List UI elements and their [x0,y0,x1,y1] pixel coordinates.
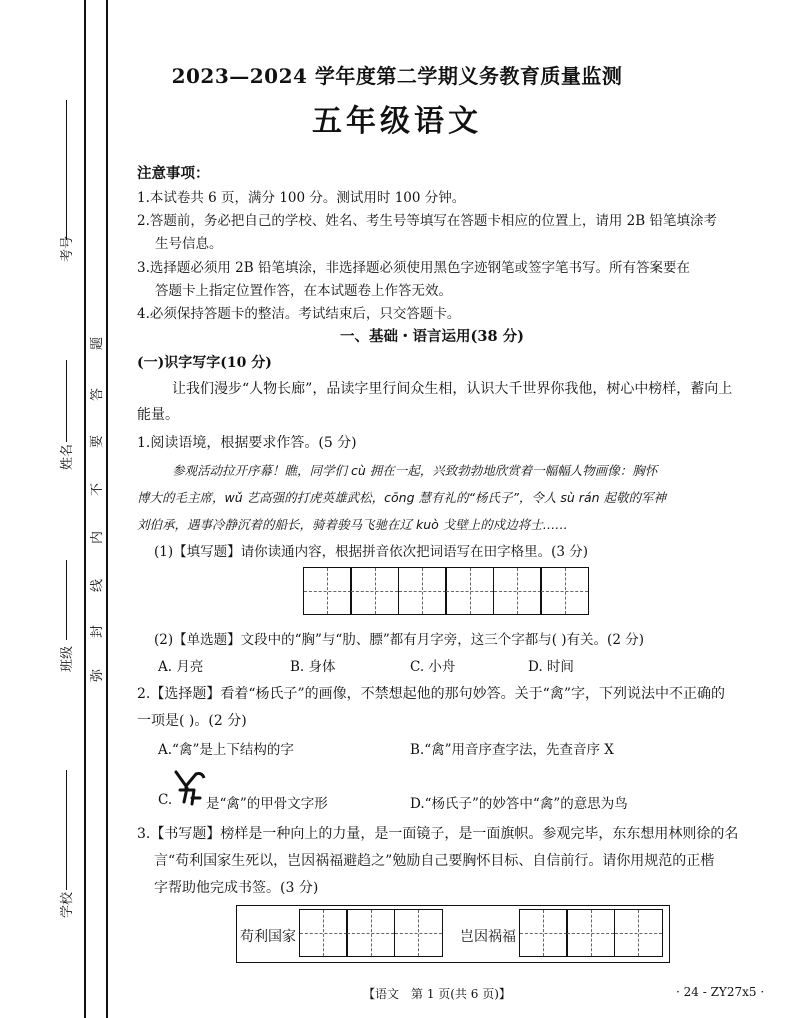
seal-char: 答 [90,387,106,402]
tianzige-cell[interactable] [519,909,568,957]
tianzige-answer-grid[interactable] [304,567,589,615]
option-a: A. 月亮 [158,659,204,675]
q2-option-c: 是“禽”的甲骨文字形 [206,796,328,812]
class-label: 班级 [60,645,75,672]
tianzige-cell[interactable] [493,567,542,615]
name-line [66,360,67,442]
q2-option-c-prefix: C. [158,792,173,808]
seal-char: 线 [90,578,106,593]
notice-item: 3.选择题必须用 2B 铅笔填涂，非选择题必须使用黑色字迹钢笔或签字笔书写。所有答案要在 [137,260,690,276]
tianzige-cell[interactable] [394,909,443,957]
notice-item: 2.答题前，务必把自己的学校、姓名、考生号等填写在答题卡相应的位置上，请用 2B 铅笔填涂考 [137,213,717,229]
question-1-2: (2)【单选题】文段中的“胸”与“肋、膘”都有月字旁，这三个字都与( )有关。(2 分) [154,632,644,648]
tianzige-cell[interactable] [398,567,447,615]
intro-text: 能量。 [137,407,179,423]
seal-char: 题 [90,336,106,351]
page-number: 【语文 第 1 页(共 6 页)】 [363,987,511,1001]
class-line [66,560,67,640]
tianzige-cell[interactable] [445,567,494,615]
seal-char: 封 [90,624,106,639]
tianzige-cell[interactable] [350,567,399,615]
bookmark-grid-left[interactable] [300,909,443,957]
seal-char: 弥 [90,668,106,683]
q2-option-b: B.“禽”用音序查字法，先查音序 X [410,742,614,758]
passage-line: 刘伯承，遇事冷静沉着的船长，骑着骏马飞驰在辽 kuò 戈壁上的戍边将士…… [137,517,568,532]
tianzige-cell[interactable] [299,909,348,957]
question-3: 3.【书写题】榜样是一种向上的力量，是一面镜子，是一面旗帜。参观完毕，东东想用林则徐的名 [137,826,739,842]
notice-item: 4.必须保持答题卡的整洁。考试结束后，只交答题卡。 [137,306,461,322]
seal-char: 不 [90,482,106,497]
section-title: 一、基础・语言运用(38 分) [340,328,524,345]
bookmark-left-text: 苟利国家 [240,929,296,945]
margin-line-inner [106,0,108,1018]
notice-heading: 注意事项： [137,165,210,182]
option-b: B. 身体 [290,659,336,675]
question-1: 1.阅读语境，根据要求作答。(5 分) [137,435,357,451]
bookmark-right-text: 岂因祸福 [460,929,516,945]
margin-line-outer [84,0,86,1018]
option-c: C. 小舟 [410,659,456,675]
question-1-1: (1)【填写题】请你读通内容，根据拼音依次把词语写在田字格里。(3 分) [154,544,589,560]
tianzige-cell[interactable] [614,909,663,957]
question-2: 2.【选择题】看着“杨氏子”的画像，不禁想起他的那句妙答。关于“禽”字，下列说法中不正确的 [137,686,725,702]
oracle-bone-qin-glyph-icon [172,768,208,808]
tianzige-cell[interactable] [346,909,395,957]
tianzige-cell[interactable] [540,567,589,615]
school-label: 学校 [60,891,75,918]
seal-char: 要 [90,434,106,449]
question-2-cont: 一项是( )。(2 分) [137,713,247,729]
exam-no-label: 考号 [60,235,75,262]
subsection-title: (一)识字写字(10 分) [137,355,272,371]
question-3-cont: 言“苟利国家生死以，岂因祸福避趋之”勉励自己要胸怀目标、自信前行。请你用规范的正楷 [154,853,715,869]
tianzige-cell[interactable] [566,909,615,957]
name-label: 姓名 [60,443,75,470]
intro-text: 让我们漫步“人物长廊”，品读字里行间众生相，认识大千世界你我他，树心中榜样，蓄向上 [172,381,733,397]
passage-line: 博大的毛主席，wǔ 艺高强的打虎英雄武松，cōng 慧有礼的“杨氏子”，令人 sù rán 起敬的军神 [137,490,666,505]
bookmark-grid-right[interactable] [520,909,663,957]
notice-item: 1.本试卷共 6 页，满分 100 分。测试用时 100 分钟。 [137,190,466,206]
exam-title: 2023—2024 学年度第二学期义务教育质量监测 [171,64,623,88]
question-3-cont: 字帮助他完成书签。(3 分) [154,880,319,896]
q2-option-d: D.“杨氏子”的妙答中“禽”的意思为鸟 [410,796,628,812]
tianzige-cell[interactable] [303,567,352,615]
option-d: D. 时间 [528,659,574,675]
school-line [66,770,67,890]
exam-code: · 24 - ZY27x5 · [676,985,765,999]
notice-item: 答题卡上指定位置作答，在本试题卷上作答无效。 [155,283,452,299]
q2-option-a: A.“禽”是上下结构的字 [158,742,294,758]
exam-subject: 五年级语文 [312,104,482,139]
notice-item: 生号信息。 [155,236,223,252]
seal-char: 内 [90,530,106,545]
passage-line: 参观活动拉开序幕！瞧，同学们 cù 拥在一起，兴致勃勃地欣赏着一幅幅人物画像：胸怀 [172,463,658,478]
